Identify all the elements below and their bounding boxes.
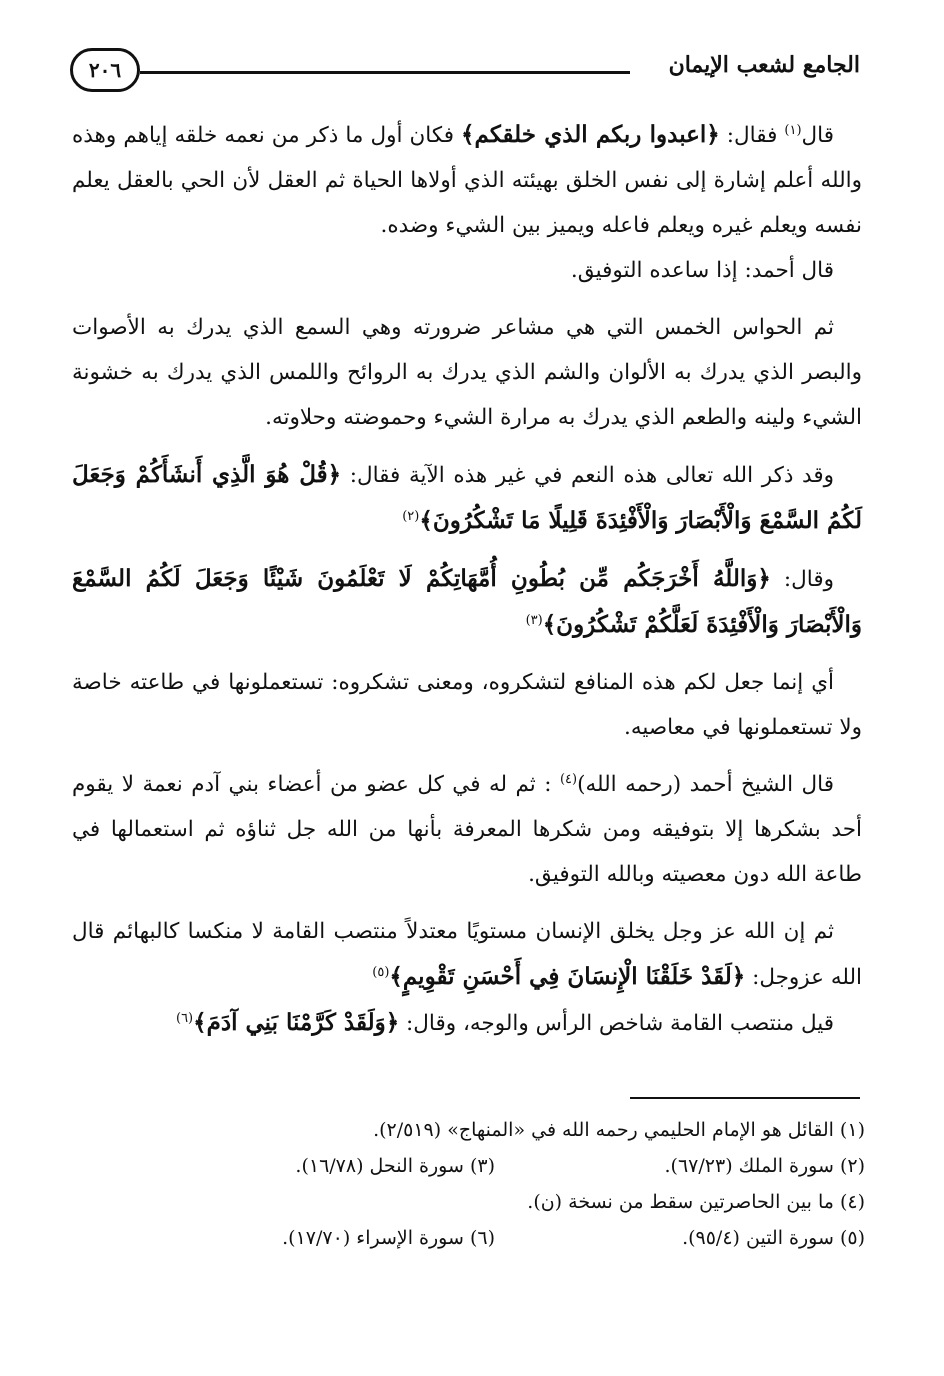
- footnote-row: [120, 1220, 865, 1256]
- paragraph-7: [72, 762, 862, 897]
- header-rule: [140, 71, 630, 74]
- paragraph-text: ثم إن الله عز وجل يخلق الإنسان مستويًا معتدلاً منتصب القامة لا منكسا كالبهائم قال الله عزوجل:: [72, 919, 862, 990]
- paragraph-4: [72, 452, 862, 544]
- paragraph-text: : ثم له في كل عضو من أعضاء بني آدم نعمة لا يقوم أحد بشكرها إلا بتوفيقه ومن شكرها المعرفة بأنها من الله جل ثناؤه ثم استعمالها في طاعة الله دون معصيته وبالله التوفيق.: [72, 772, 862, 887]
- footnote-5: (٥) سورة التين (٩٥/٤).: [682, 1227, 865, 1249]
- footnote-ref-6: (٦): [175, 1010, 194, 1026]
- footnote-3: (٣) سورة النحل (١٦/٧٨).: [295, 1155, 495, 1177]
- paragraph-text: فقال:: [719, 123, 785, 148]
- quran-verse: ﴿وَاللَّهُ أَخْرَجَكُم مِّن بُطُونِ أُمَّهَاتِكُمْ لَا تَعْلَمُونَ شَيْئًا وَجَعَلَ لَكُمُ السَّمْعَ وَالْأَبْصَارَ وَالْأَفْئِدَةَ لَعَلَّكُمْ تَشْكُرُونَ﴾: [72, 565, 862, 638]
- footnote-separator: [630, 1097, 860, 1099]
- paragraph-text: وقال:: [770, 567, 834, 592]
- footnote-row: [120, 1148, 865, 1184]
- paragraph-3: [72, 305, 862, 440]
- page-number: ٢٠٦: [70, 48, 140, 92]
- paragraph-text: قال الشيخ أحمد (رحمه الله): [577, 772, 834, 797]
- quran-verse: ﴿وَلَقَدْ كَرَّمْنَا بَنِي آدَمَ﴾: [193, 1009, 400, 1036]
- paragraph-5: [72, 556, 862, 648]
- paragraph-text: قال: [801, 123, 834, 148]
- footnotes: [120, 1112, 865, 1256]
- footnote-6: (٦) سورة الإسراء (١٧/٧٠).: [282, 1227, 495, 1249]
- paragraph-8: [72, 909, 862, 1000]
- footnote-ref-2: (٢): [402, 508, 420, 524]
- paragraph-text: أي إنما جعل لكم هذه المنافع لتشكروه، ومعنى تشكروه: تستعملونها في طاعته خاصة ولا تستعملونها في معاصيه.: [72, 670, 862, 740]
- quran-verse: ﴿لَقَدْ خَلَقْنَا الْإِنسَانَ فِي أَحْسَنِ تَقْوِيمٍ﴾: [389, 963, 746, 990]
- footnote-ref-1: (١): [784, 122, 802, 138]
- page-header: [70, 42, 860, 102]
- paragraph-text: قال أحمد: إذا ساعده التوفيق.: [570, 258, 834, 283]
- footnote-1: (١) القائل هو الإمام الحليمي رحمه الله في «المنهاج» (٢/٥١٩).: [373, 1119, 865, 1141]
- paragraph-text: وقد ذكر الله تعالى هذه النعم في غير هذه الآية فقال:: [341, 463, 834, 488]
- quran-verse: ﴿قُلْ هُوَ الَّذِي أَنشَأَكُمْ وَجَعَلَ لَكُمُ السَّمْعَ وَالْأَبْصَارَ وَالْأَفْئِدَةَ قَلِيلًا مَا تَشْكُرُونَ﴾: [72, 461, 862, 534]
- paragraph-2: [72, 248, 862, 293]
- paragraph-text: قيل منتصب القامة شاخص الرأس والوجه، وقال:: [399, 1011, 834, 1036]
- paragraph-9: [72, 1000, 862, 1046]
- footnote-ref-4: (٤): [559, 771, 578, 787]
- footnote-ref-3: (٣): [525, 612, 543, 628]
- paragraph-text: ثم الحواس الخمس التي هي مشاعر ضرورته وهي السمع الذي يدرك به الأصوات والبصر الذي يدرك به الألوان والشم الذي يدرك به الروائح واللمس الذي يدرك به خشونة الشيء ولينه والطعم الذي يدرك به مرارة الشيء وحموضته وحلاوته.: [72, 315, 862, 430]
- running-title: الجامع لشعب الإيمان: [668, 52, 860, 78]
- paragraph-1: [72, 112, 862, 248]
- paragraph-6: [72, 660, 862, 750]
- footnote-4: (٤) ما بين الحاصرتين سقط من نسخة (ن).: [527, 1191, 865, 1213]
- main-text: [72, 112, 862, 1046]
- footnote-ref-5: (٥): [372, 964, 390, 980]
- quran-verse: ﴿اعبدوا ربكم الذي خلقكم﴾: [461, 121, 720, 148]
- paragraph-text: فكان أول ما ذكر من نعمه خلقه إياهم وهذه والله أعلم إشارة إلى نفس الخلق بهيئته الذي أولاها الحياة ثم العقل لأن الحي بالعقل يعلم نفسه ويعلم غيره ويعلم فاعله ويميز بين الشيء وضده.: [72, 123, 862, 238]
- footnote-2: (٢) سورة الملك (٦٧/٢٣).: [664, 1155, 865, 1177]
